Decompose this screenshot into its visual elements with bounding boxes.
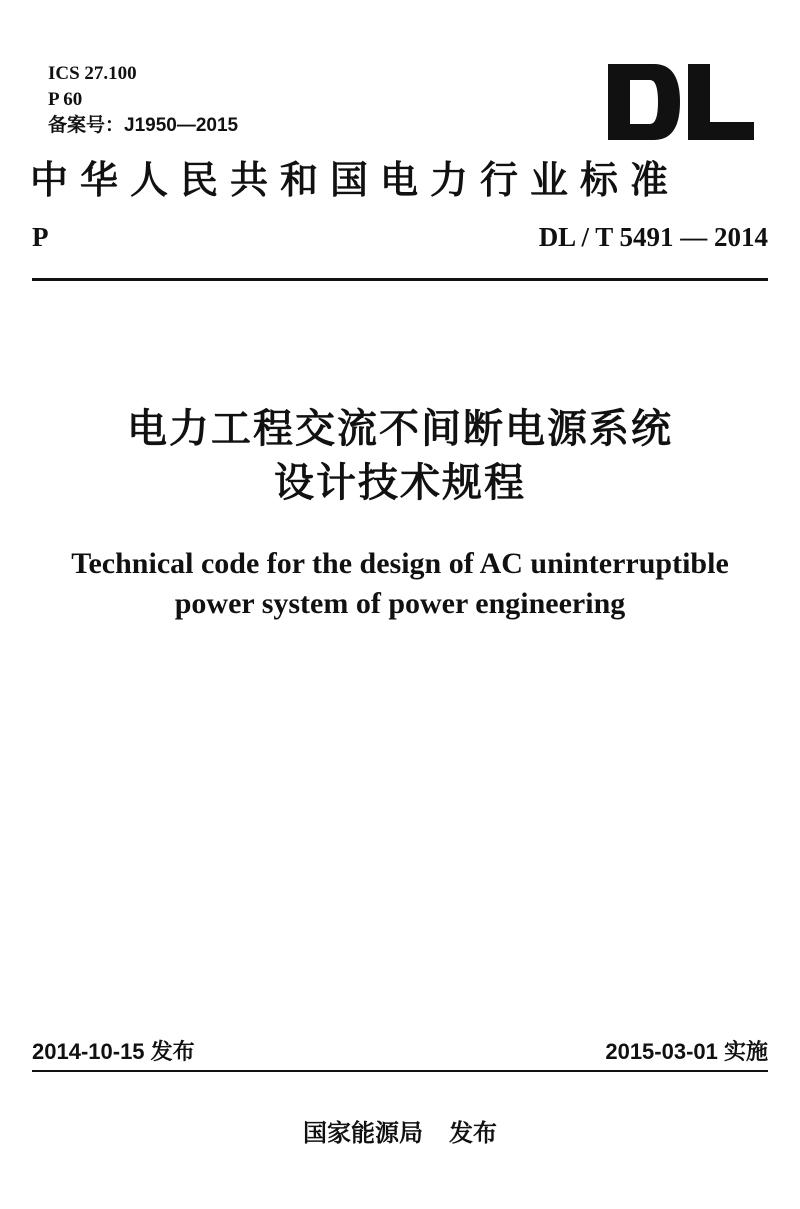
top-divider bbox=[32, 278, 768, 281]
standard-code: DL / T 5491 — 2014 bbox=[538, 222, 768, 252]
chinese-title-line-2: 设计技术规程 bbox=[274, 460, 526, 506]
english-title-line-2: power system of power engineering bbox=[174, 587, 626, 620]
chinese-title-line-1: 电力工程交流不间断电源系统 bbox=[127, 406, 673, 452]
ics-code: ICS 27.100 bbox=[48, 63, 137, 84]
bottom-divider bbox=[32, 1070, 768, 1072]
standard-category: P bbox=[32, 222, 49, 252]
publisher-line bbox=[0, 1118, 800, 1150]
issue-date: 2014-10-15 发布 bbox=[32, 1039, 195, 1064]
publisher-name: 国家能源局 bbox=[303, 1120, 423, 1147]
dl-logo bbox=[606, 62, 756, 142]
implementation-date: 2015-03-01 实施 bbox=[605, 1039, 768, 1064]
standard-series-title: 中华人民共和国电力行业标准 bbox=[30, 157, 681, 202]
record-number: 备案号：J1950—2015 bbox=[48, 115, 239, 136]
classification-code: P 60 bbox=[48, 89, 83, 110]
publisher-action: 发布 bbox=[449, 1120, 497, 1147]
english-title-line-1: Technical code for the design of AC uninterruptible bbox=[71, 547, 729, 580]
